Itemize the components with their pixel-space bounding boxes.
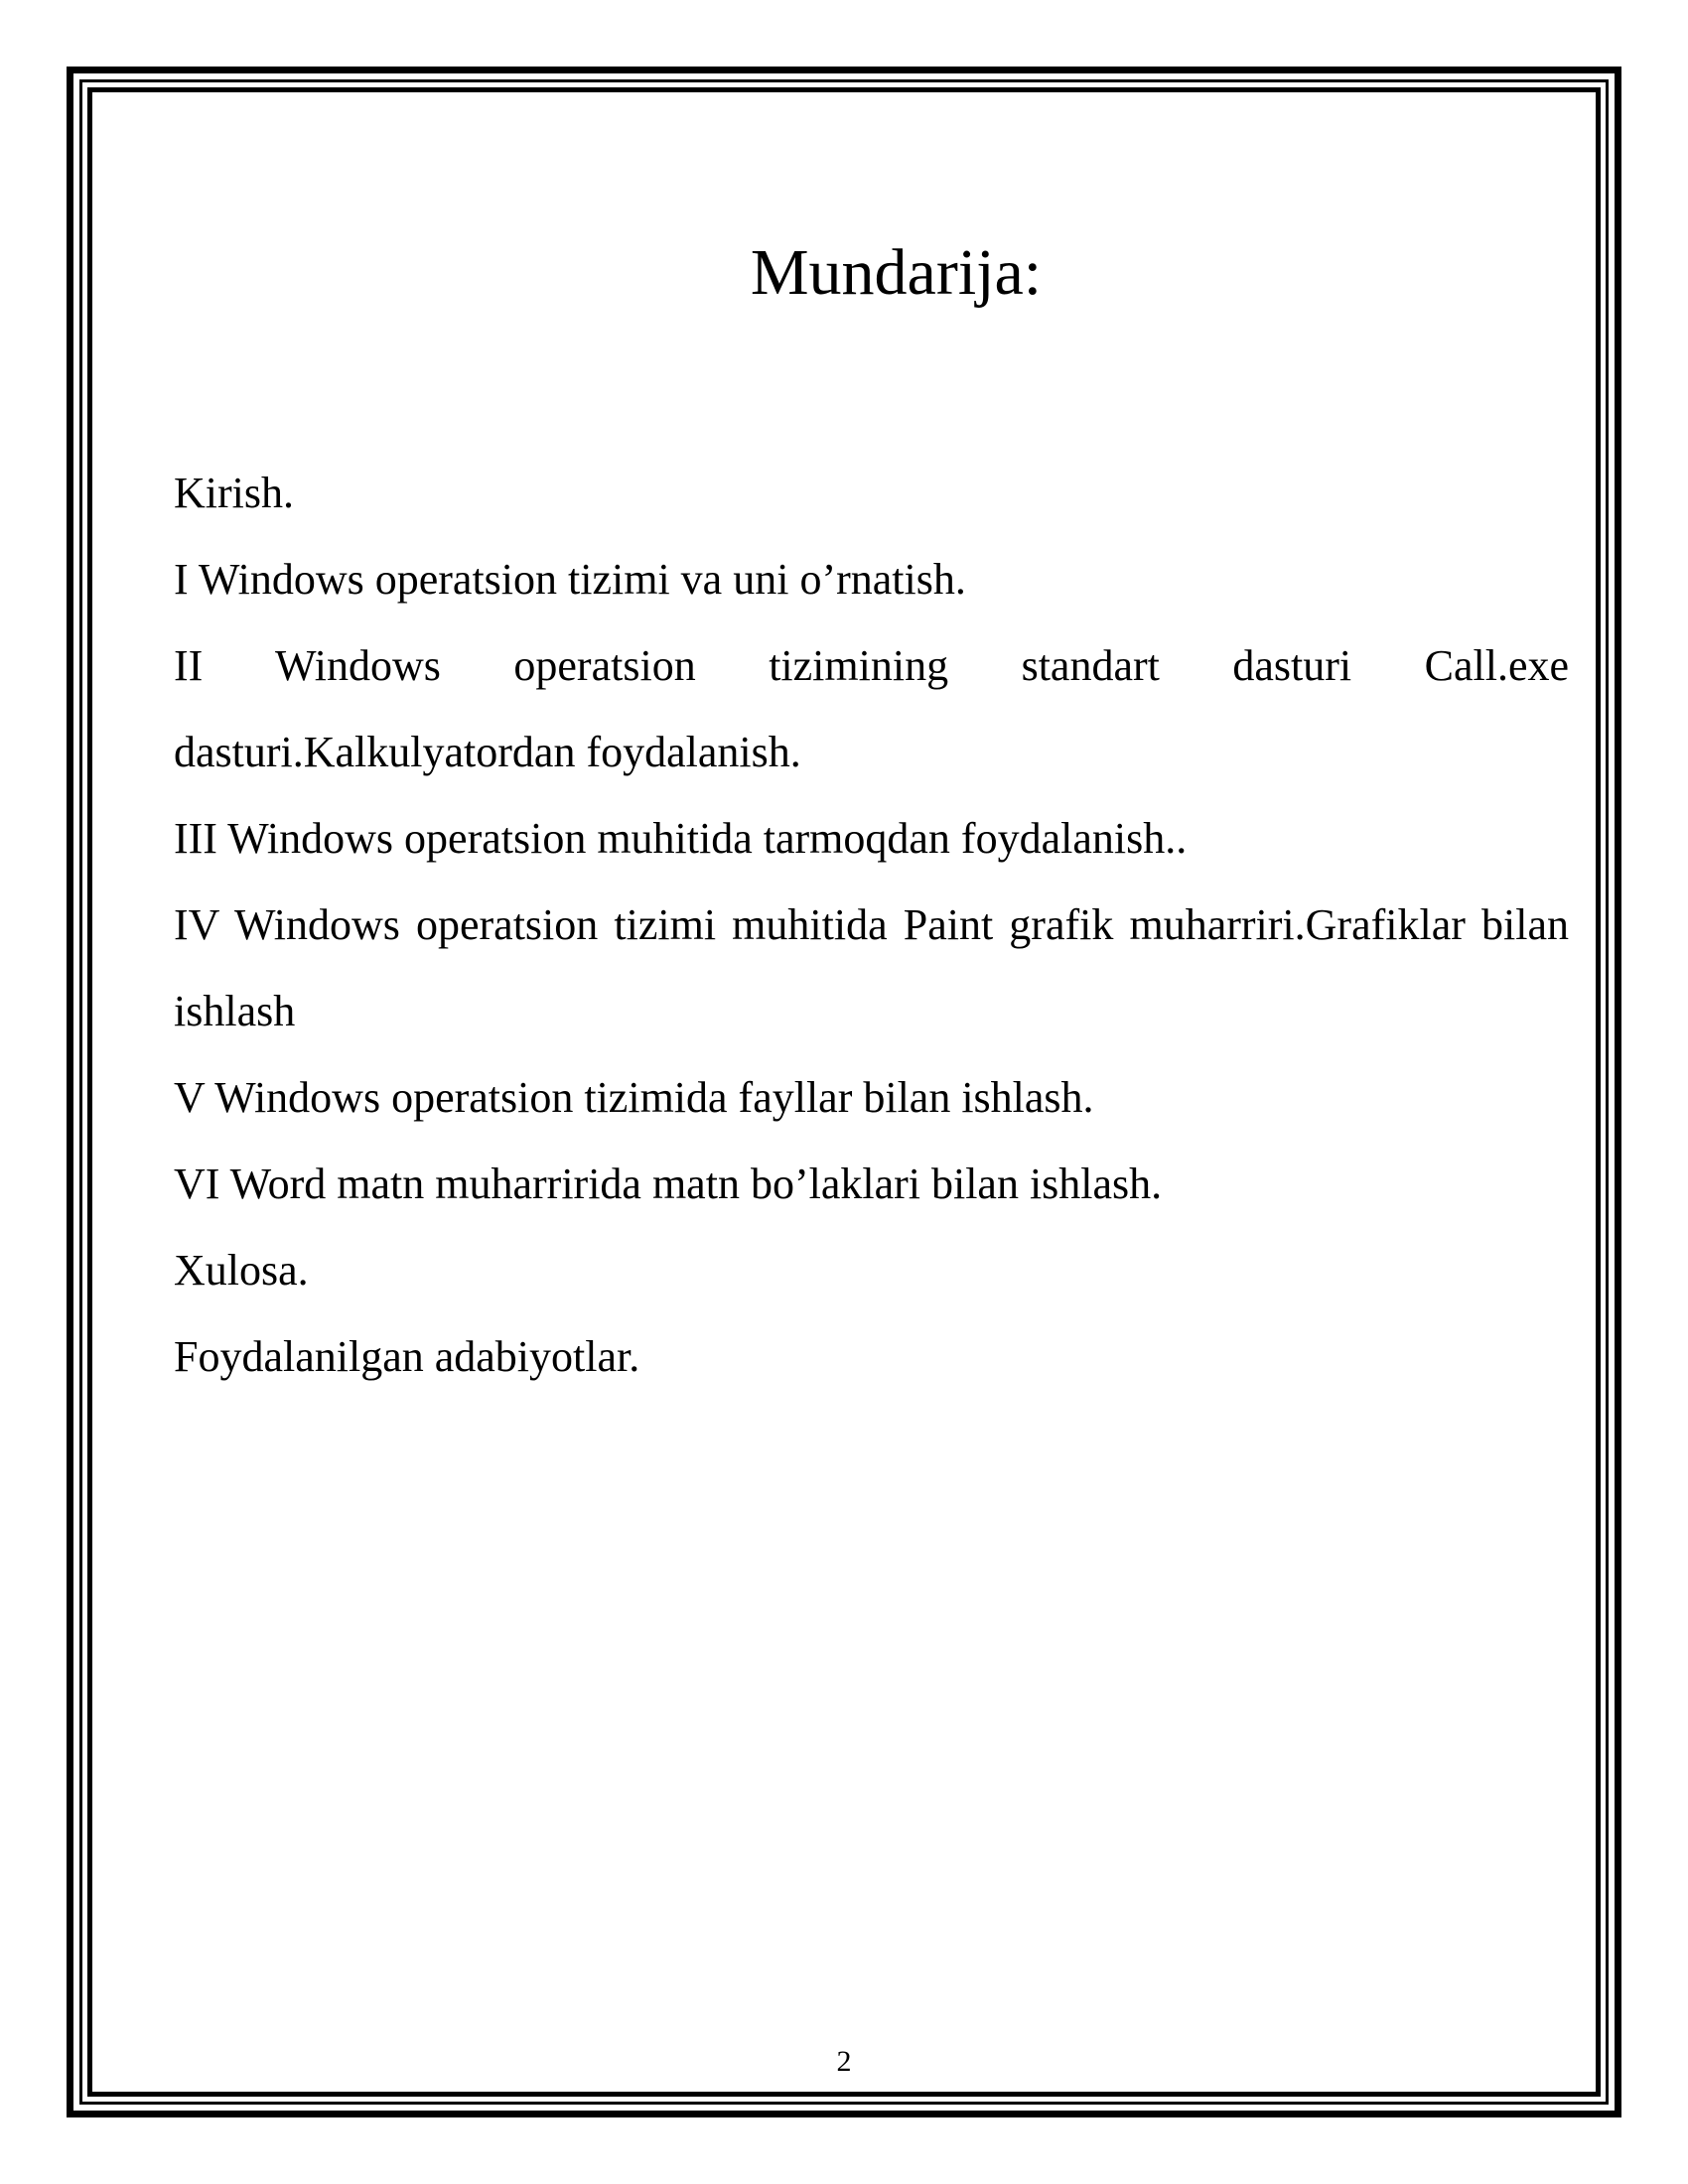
page-title: Mundarija: [750,236,1043,309]
toc-item-conclusion: Xulosa. [174,1246,309,1295]
toc-item-chapter-2: II Windows operatsion tizimining standart dasturi Call.exe dasturi.Kalkulyatordan foydalanish. [174,641,1569,776]
toc-item-chapter-3: III Windows operatsion muhitida tarmoqdan foydalanish.. [174,814,1188,863]
toc-item-chapter-1: I Windows operatsion tizimi va uni o’rnatish. [174,555,966,604]
toc-item-chapter-5: V Windows operatsion tizimida fayllar bilan ishlash. [174,1073,1094,1122]
toc-item-introduction: Kirish. [174,469,294,517]
toc-item-chapter-6: VI Word matn muharririda matn bo’laklari bilan ishlash. [174,1160,1163,1208]
page-number: 2 [836,2045,852,2078]
document-content [174,228,1569,1400]
toc-item-chapter-4: IV Windows operatsion tizimi muhitida Paint grafik muharriri.Grafiklar bilan ishlash [174,900,1569,1035]
table-of-contents [174,450,1569,1400]
toc-item-references: Foydalanilgan adabiyotlar. [174,1332,640,1381]
